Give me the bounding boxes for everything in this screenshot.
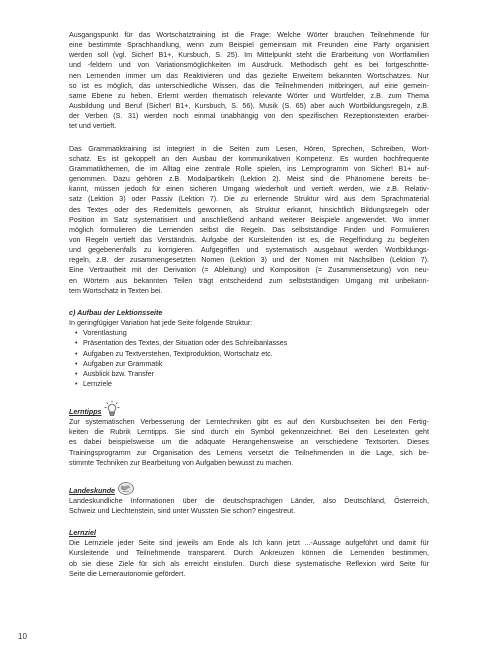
vocabulary-paragraph xyxy=(69,30,429,132)
text-line: möglich formulieren die Lernenden selbst die Regeln. Das selbstständige Finden und Formulieren xyxy=(69,225,429,234)
text-line: des Textes oder des Redemittels gewonnen, als Struktur erkannt, hinsichtlich Bildungsregeln oder xyxy=(69,205,429,214)
text-line: Das Grammatiktraining ist integriert in die Seiten zum Lesen, Hören, Sprechen, Schreiben, Wort- xyxy=(69,144,429,153)
structure-section xyxy=(69,308,429,389)
list-item: • Lernziele xyxy=(75,379,429,389)
text-line: Eine Vertrautheit mit der Derivation (= Ableitung) und Komposition (= Zusammensetzung) von neu- xyxy=(69,266,429,275)
globe-icon xyxy=(117,481,135,496)
lerntipps-text xyxy=(69,417,429,468)
list-item: • Aufgaben zur Grammatik xyxy=(75,359,429,369)
text-line: Trainingsprogramm zur Organisation des Lernens versetzt die Teilnehmenden in die Lage, sich be- xyxy=(69,448,429,457)
text-line: und -feldern und von Variationsmöglichkeiten im Ausdruck. Methodisch geht es bei fortgeschritte- xyxy=(69,61,429,70)
text-line: tem Wortschatz in Texten bei. xyxy=(69,286,163,295)
text-line: nen Lernenden immer um das Reaktivieren und das gezielte Erweitern bekannten Wortschatzes. Nur xyxy=(69,71,429,80)
heading-text: Lerntipps xyxy=(69,408,102,416)
page-content xyxy=(69,30,429,589)
text-line: schatz. Es ist gekoppelt an den Ausbau der kommunikativen Kompetenz. Es wurden hochfrequente xyxy=(69,154,429,163)
section-title: c) Aufbau der Lektionsseite xyxy=(69,308,163,317)
text-line: kannt, müssen jedoch für einen sicheren Umgang wiederholt und vertieft werden, wie z.B. Relativ- xyxy=(69,185,429,194)
text-line: tet und vertieft. xyxy=(69,122,117,131)
text-line: Landeskundliche Informationen über die deutschsprachigen Länder, also Deutschland, Österreich, xyxy=(69,496,429,505)
text-line: es dabei beispielsweise um die adäquate Herangehensweise an verschiedene Textsorten. Dieses xyxy=(69,438,429,447)
lerntipps-heading xyxy=(69,399,429,417)
landeskunde-section xyxy=(69,478,429,516)
landeskunde-heading xyxy=(69,478,429,496)
list-item: • Ausblick bzw. Transfer xyxy=(75,369,429,379)
heading-text: Lernziel xyxy=(69,529,96,538)
text-line: Ausgangspunkt für das Wortschatztraining ist die Frage: Welche Wörter brauchen Teilnehmende für xyxy=(69,31,429,39)
text-line: werden soll (vgl. Sicher! B1+, Kursbuch, S. 25). Im Mittelpunkt steht die Erarbeitung von Wortfamilien xyxy=(69,51,429,60)
text-line: eine bestimmte Sprachhandlung, wenn zum Beispiel gemeinsam mit Freunden eine Party organisiert xyxy=(69,41,429,50)
structure-list xyxy=(69,328,429,389)
lernziel-text xyxy=(69,538,429,579)
text-line: so ist es möglich, das unterschiedliche Wissen, das die Teilnehmenden mitbringen, auf eine gemein- xyxy=(69,81,429,90)
text-line: ob sie diese Ziele für sich als erreicht einstufen. Durch diese systematische Reflexion wird Seite für xyxy=(69,559,429,568)
text-line: Grammatikthemen, die im Alltag eine zentrale Rolle spielen, ins Lernprogramm von Sicher! B1+ auf- xyxy=(69,164,429,173)
text-line: regeln, z.B. der zusammengesetzten Nomen (Lektion 3) und der Nomen mit Nachsilben (Lektion 7). xyxy=(69,256,429,265)
heading-text: Landeskunde xyxy=(69,486,116,495)
text-line: Seite die Lernerautonomie gefördert. xyxy=(69,569,186,578)
text-line: same Ebene zu heben. Erlernt werden thematisch relevante Wörter und Wortfelder, z.B. zum Thema xyxy=(69,91,429,100)
text-line: der Verben (S. 31) werden noch einmal unabhängig von den spezifischen Rezeptionstexten erarbei- xyxy=(69,112,429,121)
lernziel-section xyxy=(69,526,429,579)
text-line: en Wörtern aus bekannten Teilen trägt entscheidend zum selbstständigen Umgang mit unbekann- xyxy=(69,276,429,285)
text-line: genommen. Dazu gehören z.B. Modalpartikeln (Lektion 2). Meist sind die Phänomene bereits be- xyxy=(69,175,429,184)
list-item: • Vorentlastung xyxy=(75,328,429,338)
text-line: Schweiz und Liechtenstein, sind unter Wussten Sie schon? eingestreut. xyxy=(69,507,296,516)
text-line: Ausbildung und Beruf (Sicher! B1+, Kursbuch, S. 56), Musik (S. 65) aber auch Wortbildungsregeln, z.B. xyxy=(69,102,429,111)
text-line: Position im Satz systematisiert und anschließend anhand weiterer Beispiele angewendet. Wo immer xyxy=(69,215,429,224)
text-line: satz (Lektion 3) oder Passiv (Lektion 7). Die zu erlernende Struktur wird aus dem Sprachmaterial xyxy=(69,195,429,204)
structure-intro: In geringfügiger Variation hat jede Seite folgende Struktur: xyxy=(69,319,253,328)
page-number: 10 xyxy=(18,632,27,641)
lerntipps-section xyxy=(69,399,429,468)
text-line: Zur systematischen Verbesserung der Lerntechniken gibt es auf den Kursbuchseiten bei den Fertig- xyxy=(69,418,429,427)
list-item: • Aufgaben zu Textverstehen, Textproduktion, Wortschatz etc. xyxy=(75,349,429,359)
text-line: stimmte Techniken zur Bearbeitung von Aufgaben bewusst zu machen. xyxy=(69,458,294,467)
text-line: und gegebenenfalls zu korrigieren. Aufgegriffen und systematisch ausgebaut werden Wortbildungs- xyxy=(69,246,429,255)
lightbulb-icon xyxy=(104,400,120,417)
list-item: • Präsentation des Textes, der Situation oder des Schreibanlasses xyxy=(75,338,429,348)
text-line: von Regeln vertieft das Verständnis. Aufgabe der Kursleitenden ist es, die Regelfindung zu begleiten xyxy=(69,235,429,244)
lernziel-heading xyxy=(69,526,429,538)
text-line: Die Lernziele jeder Seite sind jeweils am Ende als Ich kann jetzt ...-Aussage aufgeführt und damit für xyxy=(69,539,429,548)
grammar-paragraph xyxy=(69,144,429,296)
landeskunde-text xyxy=(69,496,429,516)
text-line: keiten die Rubrik Lerntipps. Sie sind durch ein Symbol gekennzeichnet. Bei den Lesetexten geht xyxy=(69,428,429,437)
text-line: Kursleitende und Teilnehmende transparent. Durch Ankreuzen können die Lernenden bestimmen, xyxy=(69,549,429,558)
